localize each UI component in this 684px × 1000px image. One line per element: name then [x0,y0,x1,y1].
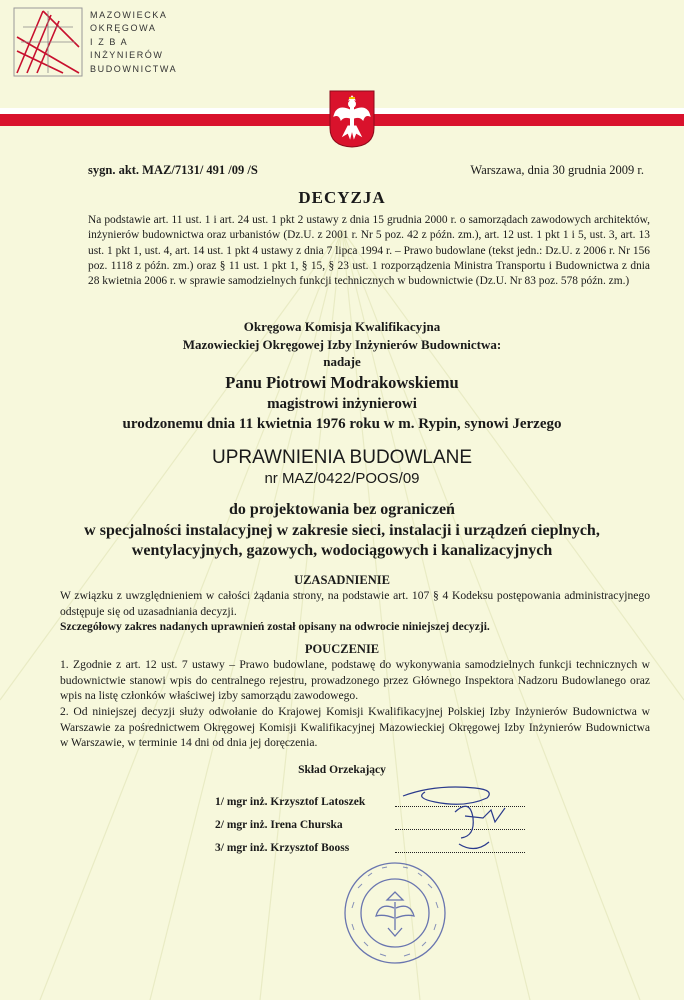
chamber-logo-icon [13,7,83,77]
eagle-emblem-icon [329,90,375,148]
commission-line: Okręgowa Komisja Kwalifikacyjna [243,319,441,334]
case-reference: sygn. akt. MAZ/7131/ 491 /09 /S [88,163,258,177]
recipient-title: magistrowi inżynierowi [267,395,417,412]
recipient-block [0,373,684,435]
instruction-heading: POUCZENIE [304,642,380,656]
panel-member: 3/ mgr inż. Krzysztof Booss [215,842,350,854]
justification-text: W związku z uwzględnieniem w całości żądania strony, na podstawie art. 107 § 4 Kodeksu postępowania administracyjnego odstępuje się od uzasadniania decyzji. [60,589,650,618]
org-line: I Z B A [90,36,129,47]
org-line: MAZOWIECKA [90,10,168,20]
scope-line: w specjalności instalacyjnej w zakresie sieci, instalacji i urządzeń cieplnych, [84,521,600,539]
commission-block [0,318,684,371]
scope-block [0,500,684,562]
justification-heading: UZASADNIENIE [294,573,390,587]
handwritten-signature-icon [395,778,535,858]
commission-line: Mazowieckiej Okręgowej Izby Inżynierów Budownictwa: [182,336,502,352]
permit-number: nr MAZ/0422/POOS/09 [264,470,420,487]
instruction-item: 1. Zgodnie z art. 12 ust. 7 ustawy – Prawo budowlane, podstawę do wykonywania samodzielnych funkcji technicznych w budownictwie stanowi wpis do centralnego rejestru, prowadzonego przez Głównego Inspektora Nadzoru Budowlanego oraz wpis na listę członków właściwej izby samorządu zawodowego. [60,658,650,702]
recipient-birth: urodzonemu dnia 11 kwietnia 1976 roku w m. Rypin, synowi Jerzego [122,416,562,432]
org-line: OKRĘGOWA [90,23,157,34]
permit-title: UPRAWNIENIA BUDOWLANE [211,447,473,468]
instruction-item: 2. Od niniejszej decyzji służy odwołanie do Krajowej Komisji Kwalifikacyjnej Polskiej Izby Inżynierów Budownictwa w Warszawie za pośrednictwem Okręgowej Komisji Kwalifikacyjnej Mazowieckiej Okręgowej Izby Inżynierów Budownictwa w Warszawie, w terminie 14 dni od dnia jej doręczenia. [60,705,650,749]
grants-word: nadaje [323,354,361,369]
panel-heading: Skład Orzekający [298,764,386,776]
place-and-date: Warszawa, dnia 30 grudnia 2009 r. [470,163,644,177]
org-line: BUDOWNICTWA [90,63,178,74]
document-title: DECYZJA [298,188,386,207]
legal-basis: Na podstawie art. 11 ust. 1 i art. 24 ust. 1 pkt 2 ustawy z dnia 15 grudnia 2000 r. o samorządach zawodowych architektów, inżynierów budownictwa oraz urbanistów (Dz.U. z 2001 r. Nr 5 poz. 42 z późn. zm.), art. 12 ust. 1 pkt 1 i 5, ust. 3, art. 13 ust. 1 pkt 1, ust. 4, art. 14 ust. 1 pkt 4 ustawy z dnia 7 lipca 1994 r. – Prawo budowlane (tekst jedn.: Dz.U. z 2006 r. Nr 156 poz. 1118 z późn. zm.) oraz § 11 ust. 1 pkt 1, § 15, § 23 ust. 1 rozporządzenia Ministra Transportu i Budownictwa z dnia 28 kwietnia 2006 r. w sprawie samodzielnych funkcji technicznych w budownictwie (Dz.U. Nr 83 poz. 578 późn. zm.) [88,214,650,288]
justification-note: Szczegółowy zakres nadanych uprawnień został opisany na odwrocie niniejszej decyzji. [60,620,490,633]
org-line: INŻYNIERÓW [90,50,164,61]
panel-member: 2/ mgr inż. Irena Churska [215,819,343,831]
scope-line: do projektowania bez ograniczeń [229,501,455,518]
recipient-name: Panu Piotrowi Modrakowskiemu [225,373,459,392]
panel-member: 1/ mgr inż. Krzysztof Latoszek [215,796,366,808]
scope-line: wentylacyjnych, gazowych, wodociągowych i kanalizacyjnych [131,542,553,559]
chamber-name [90,9,177,76]
official-seal-icon [340,858,450,968]
